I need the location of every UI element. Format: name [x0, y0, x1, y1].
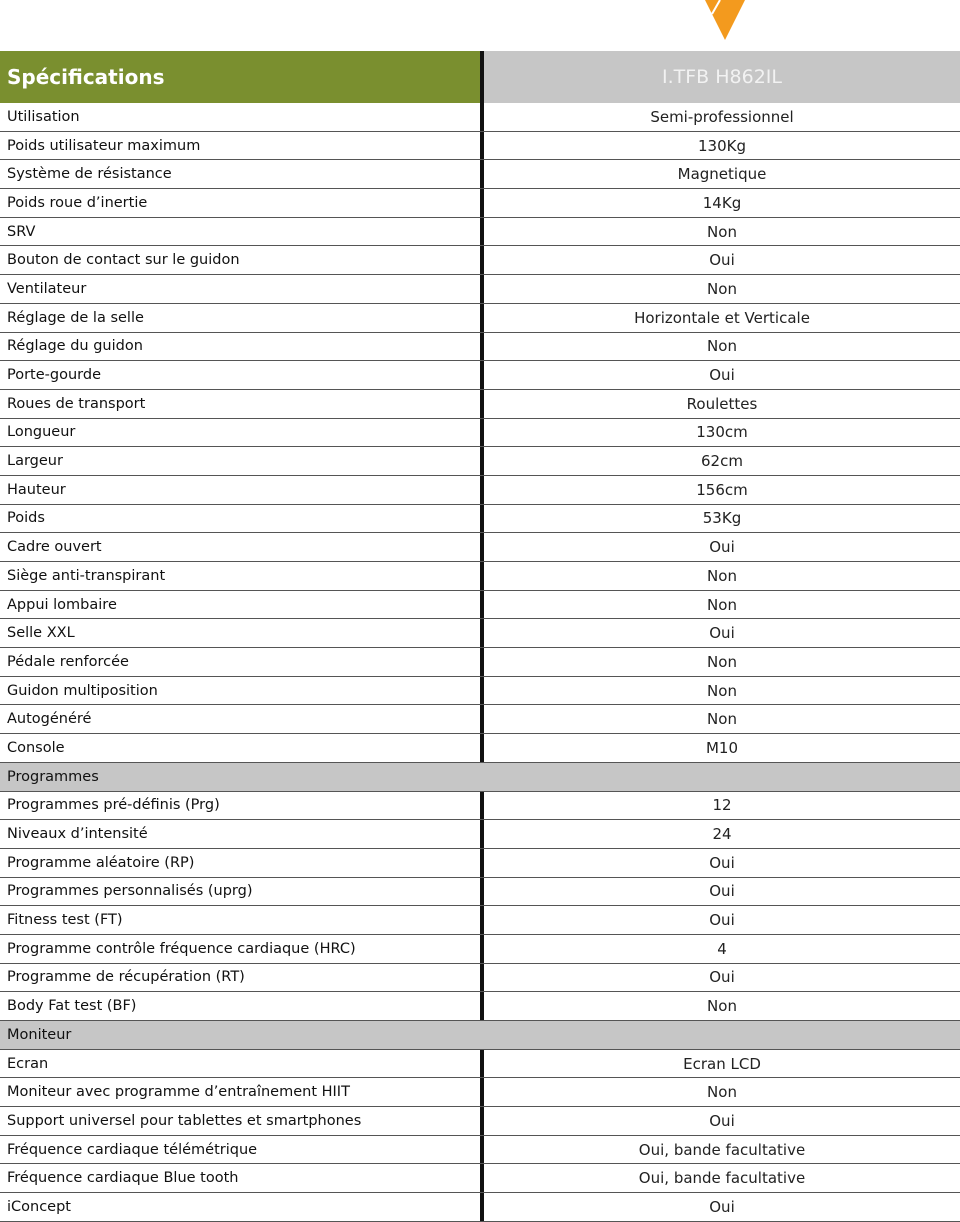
- spec-label: Niveaux d’intensité: [7, 826, 148, 843]
- specifications-heading: Spécifications: [0, 51, 480, 103]
- spec-label: Programmes personnalisés (uprg): [7, 883, 253, 900]
- spec-label: Console: [7, 739, 65, 756]
- table-row: [0, 964, 960, 993]
- spec-value: Oui: [709, 1111, 735, 1130]
- table-row: [0, 792, 960, 821]
- spec-label: Guidon multiposition: [7, 682, 158, 699]
- table-row: [0, 103, 960, 132]
- table-row: [0, 1164, 960, 1193]
- spec-value: 12: [712, 796, 732, 815]
- table-row: [0, 648, 960, 677]
- moniteur-rows: [0, 1050, 960, 1222]
- spec-value: Non: [707, 652, 737, 671]
- spec-value: Non: [707, 681, 737, 700]
- table-row: [0, 304, 960, 333]
- table-row: [0, 361, 960, 390]
- table-row: [0, 533, 960, 562]
- table-row: [0, 820, 960, 849]
- table-row: [0, 1107, 960, 1136]
- table-row: [0, 476, 960, 505]
- spec-label: Selle XXL: [7, 625, 75, 642]
- table-row: [0, 992, 960, 1021]
- spec-label: Poids: [7, 510, 45, 527]
- spec-value: 53Kg: [702, 509, 742, 528]
- spec-value: Non: [707, 279, 737, 298]
- table-row: [0, 447, 960, 476]
- table-row: [0, 132, 960, 161]
- spec-value: 156cm: [696, 480, 748, 499]
- spec-value: Non: [707, 595, 737, 614]
- spec-value: Oui: [709, 853, 735, 872]
- spec-label: Largeur: [7, 453, 63, 470]
- spec-label: Ecran: [7, 1055, 49, 1072]
- spec-label: Porte-gourde: [7, 367, 101, 384]
- spec-value: Roulettes: [686, 394, 758, 413]
- spec-value: Semi-professionnel: [650, 107, 794, 126]
- table-row: [0, 275, 960, 304]
- spec-label: Utilisation: [7, 108, 80, 125]
- brand-logo-icon: [700, 0, 750, 42]
- spec-value: Oui, bande facultative: [638, 1140, 806, 1159]
- spec-value: Non: [707, 710, 737, 729]
- spec-value: Non: [707, 1083, 737, 1102]
- spec-value: 24: [712, 825, 732, 844]
- spec-label: Fréquence cardiaque télémétrique: [7, 1141, 258, 1158]
- table-row: [0, 591, 960, 620]
- table-row: [0, 246, 960, 275]
- spec-value: Non: [707, 997, 737, 1016]
- spec-label: Body Fat test (BF): [7, 998, 137, 1015]
- spec-value: Oui: [709, 911, 735, 930]
- table-row: [0, 189, 960, 218]
- spec-label: Programmes pré-définis (Prg): [7, 797, 220, 814]
- spec-label: Cadre ouvert: [7, 539, 102, 556]
- spec-label: Poids roue d’inertie: [7, 194, 148, 211]
- table-row: [0, 734, 960, 763]
- spec-label: Réglage du guidon: [7, 338, 143, 355]
- table-row: [0, 505, 960, 534]
- section-programmes: Programmes: [0, 763, 960, 792]
- spec-label: Longueur: [7, 424, 76, 441]
- table-row: [0, 935, 960, 964]
- spec-label: Pédale renforcée: [7, 653, 129, 670]
- spec-label: Ventilateur: [7, 280, 87, 297]
- spec-value: Oui: [709, 882, 735, 901]
- table-row: [0, 160, 960, 189]
- section-moniteur: Moniteur: [0, 1021, 960, 1050]
- spec-value: 130cm: [696, 423, 748, 442]
- spec-label: Système de résistance: [7, 166, 172, 183]
- spec-value: Non: [707, 337, 737, 356]
- table-row: [0, 906, 960, 935]
- spec-value: Non: [707, 566, 737, 585]
- table-row: [0, 390, 960, 419]
- spec-value: Magnetique: [677, 165, 767, 184]
- spec-value: Oui: [709, 538, 735, 557]
- model-heading: I.TFB H862IL: [484, 51, 960, 103]
- spec-label: Support universel pour tablettes et smartphones: [7, 1112, 362, 1129]
- spec-label: Fitness test (FT): [7, 912, 123, 929]
- spec-value: Non: [707, 222, 737, 241]
- spec-label: Poids utilisateur maximum: [7, 137, 201, 154]
- spec-label: Autogénéré: [7, 711, 92, 728]
- spec-label: Programme contrôle fréquence cardiaque (HRC): [7, 940, 356, 957]
- spec-value: Oui: [709, 366, 735, 385]
- spec-label: Programme aléatoire (RP): [7, 854, 195, 871]
- spec-value: 4: [717, 939, 727, 958]
- table-row: [0, 419, 960, 448]
- table-row: [0, 619, 960, 648]
- spec-table: [0, 51, 960, 1222]
- spec-value: Ecran LCD: [683, 1054, 761, 1073]
- table-row: [0, 1050, 960, 1079]
- table-row: [0, 562, 960, 591]
- spec-label: Moniteur avec programme d’entraînement HIIT: [7, 1084, 350, 1101]
- table-row: [0, 1078, 960, 1107]
- table-row: [0, 1136, 960, 1165]
- programme-rows: [0, 792, 960, 1022]
- table-row: [0, 333, 960, 362]
- spec-value: 14Kg: [702, 193, 742, 212]
- spec-value: 130Kg: [698, 136, 746, 155]
- spec-value: Oui: [709, 624, 735, 643]
- table-row: [0, 849, 960, 878]
- spec-label: Roues de transport: [7, 395, 146, 412]
- table-row: [0, 705, 960, 734]
- spec-label: Bouton de contact sur le guidon: [7, 252, 240, 269]
- spec-label: SRV: [7, 223, 36, 240]
- spec-value: Oui: [709, 968, 735, 987]
- spec-label: Hauteur: [7, 481, 66, 498]
- spec-label: Siège anti-transpirant: [7, 567, 166, 584]
- spec-value: Oui, bande facultative: [638, 1169, 806, 1188]
- spec-label: Réglage de la selle: [7, 309, 144, 326]
- spec-label: Fréquence cardiaque Blue tooth: [7, 1170, 239, 1187]
- table-row: [0, 218, 960, 247]
- spec-value: 62cm: [701, 452, 743, 471]
- spec-label: iConcept: [7, 1198, 71, 1215]
- table-header: [0, 51, 960, 103]
- spec-label: Programme de récupération (RT): [7, 969, 245, 986]
- spec-value: Horizontale et Verticale: [634, 308, 810, 327]
- table-row: [0, 677, 960, 706]
- table-row: [0, 878, 960, 907]
- table-row: [0, 1193, 960, 1222]
- spec-value: Oui: [709, 1197, 735, 1216]
- spec-rows: [0, 103, 960, 763]
- spec-value: Oui: [709, 251, 735, 270]
- spec-label: Appui lombaire: [7, 596, 117, 613]
- spec-value: M10: [705, 738, 739, 757]
